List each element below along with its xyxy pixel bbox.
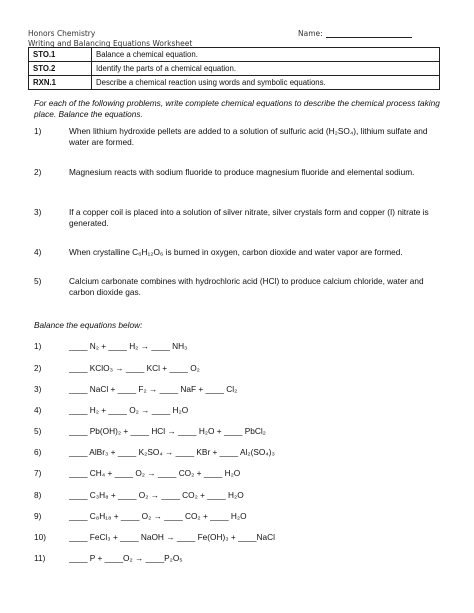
- equation-text: ____ H₂ + ____ O₂ → ____ H₂O: [69, 405, 189, 415]
- standards-table: [28, 47, 440, 90]
- equation-text: ____ C₈H₁₈ + ____ O₂ → ____ CO₂ + ____ H₂O: [69, 511, 247, 521]
- name-label: Name:: [298, 29, 323, 38]
- standard-description: Describe a chemical reaction using words and symbolic equations.: [92, 76, 440, 90]
- equation-number: 7): [34, 468, 42, 478]
- problem-text: When crystalline C₆H₁₂O₆ is burned in oxygen, carbon dioxide and water vapor are formed.: [69, 247, 403, 257]
- equation-number: 1): [34, 341, 42, 351]
- equation-number: 3): [34, 384, 42, 394]
- equation-text: ____ KClO₃ → ____ KCl + ____ O₂: [69, 363, 200, 373]
- equation-text: ____ NaCl + ____ F₂ → ____ NaF + ____ Cl₂: [69, 384, 238, 394]
- name-field[interactable]: [298, 29, 412, 38]
- standard-code: RXN.1: [29, 76, 92, 90]
- problem-number: 3): [34, 207, 42, 217]
- equation-text: ____ P + ____O₂ → ____P₂O₅: [69, 553, 183, 563]
- equation-text: ____ CH₄ + ____ O₂ → ____ CO₂ + ____ H₂O: [69, 468, 241, 478]
- equation-number: 6): [34, 447, 42, 457]
- instructions-balance: Balance the equations below:: [34, 320, 143, 330]
- problem-number: 1): [34, 126, 42, 136]
- standard-code: STO.2: [29, 62, 92, 76]
- problem-text: Calcium carbonate combines with hydrochloric acid (HCl) to produce calcium chloride, water and carbon dioxide gas.: [69, 276, 424, 297]
- table-row: [29, 62, 440, 76]
- instructions-write-equations: For each of the following problems, write complete chemical equations to describe the chemical process taking place. Balance the equations.: [34, 98, 440, 119]
- problem-text: When lithium hydroxide pellets are added to a solution of sulfuric acid (H₂SO₄), lithium sulfate and water are formed.: [69, 126, 428, 147]
- equation-text: ____ AlBr₃ + ____ K₂SO₄ → ____ KBr + ____ Al₂(SO₄)₃: [69, 447, 275, 457]
- standard-code: STO.1: [29, 48, 92, 62]
- problem-number: 5): [34, 276, 42, 286]
- equation-text: ____ N₂ + ____ H₂ → ____ NH₃: [69, 341, 188, 351]
- equation-number: 8): [34, 490, 42, 500]
- course-title: Honors Chemistry: [28, 29, 96, 38]
- equation-text: ____ FeCl₃ + ____ NaOH → ____ Fe(OH)₃ + ____NaCl: [69, 532, 275, 542]
- standard-description: Balance a chemical equation.: [92, 48, 440, 62]
- equation-text: ____ Pb(OH)₂ + ____ HCl → ____ H₂O + ____ PbCl₂: [69, 426, 266, 436]
- equation-number: 9): [34, 511, 42, 521]
- equation-text: ____ C₃H₈ + ____ O₂ → ____ CO₂ + ____ H₂O: [69, 490, 244, 500]
- problem-text: If a copper coil is placed into a solution of silver nitrate, silver crystals form and copper (I) nitrate is generated.: [69, 207, 429, 228]
- table-row: [29, 76, 440, 90]
- standard-description: Identify the parts of a chemical equation.: [92, 62, 440, 76]
- equation-number: 10): [34, 532, 46, 542]
- problem-number: 4): [34, 247, 42, 257]
- problem-text: Magnesium reacts with sodium fluoride to produce magnesium fluoride and elemental sodium.: [69, 167, 415, 177]
- name-blank-line: [326, 29, 412, 38]
- table-row: [29, 48, 440, 62]
- problem-number: 2): [34, 167, 42, 177]
- equation-number: 11): [34, 553, 46, 563]
- equation-number: 4): [34, 405, 42, 415]
- worksheet-subtitle: Writing and Balancing Equations Worksheet: [28, 39, 193, 48]
- equation-number: 2): [34, 363, 42, 373]
- equation-number: 5): [34, 426, 42, 436]
